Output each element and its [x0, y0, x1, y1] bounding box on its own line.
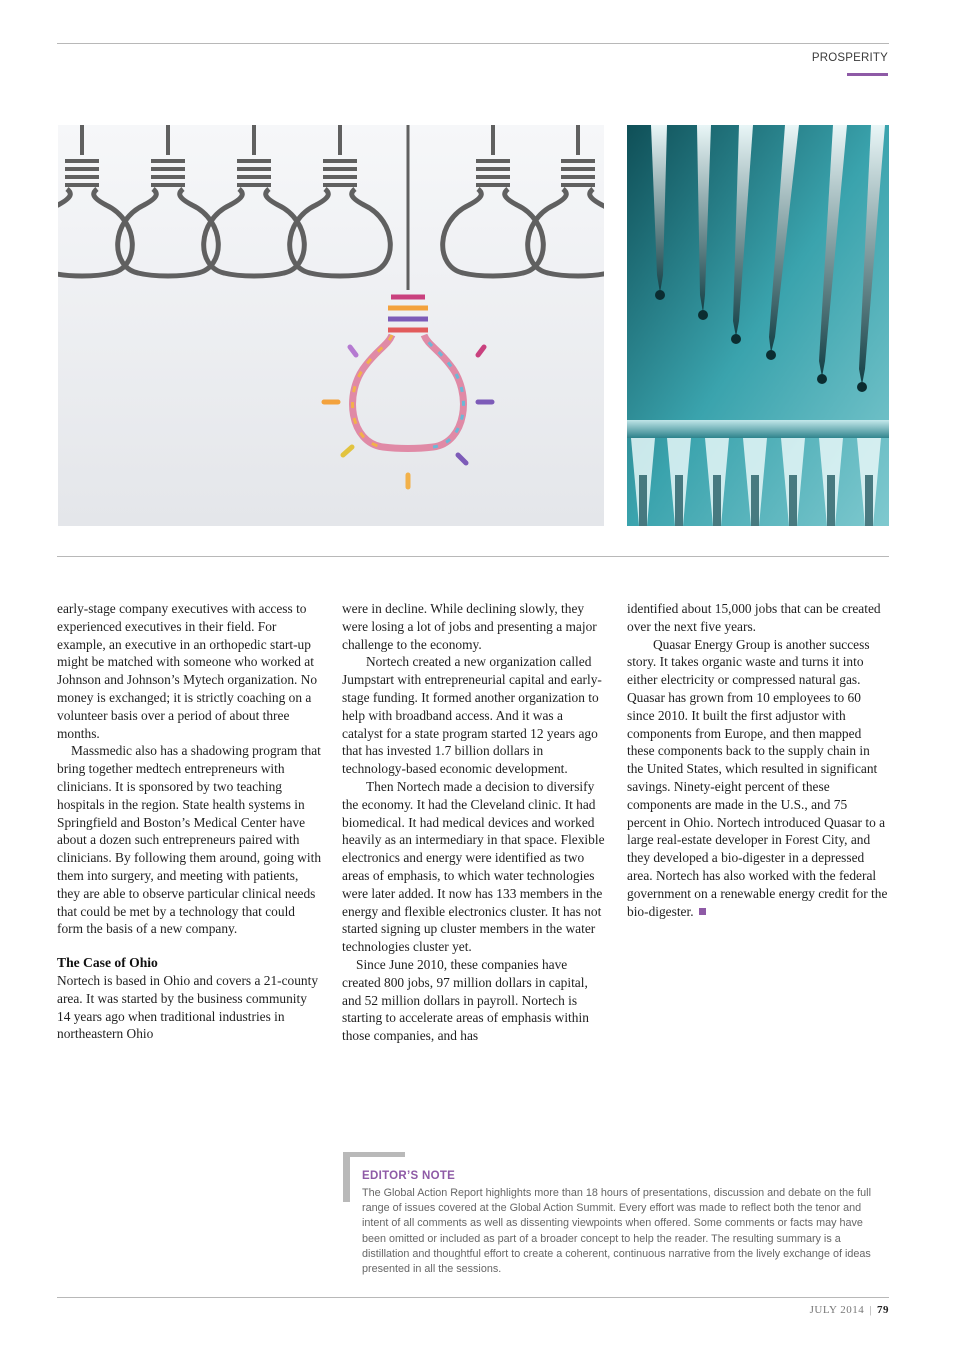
paragraph: early-stage company executives with access to experienced executives in their field. For example, an executive in an orthopedic start-up might be matched with someone who worked at Johnson and Johnson’s Mytech organization. No money is exchanged; it is strictly coaching on a volunteer basis over a period of about three months. — [57, 601, 318, 741]
pipettes-photo — [627, 125, 889, 526]
end-of-article-mark — [699, 908, 706, 915]
paragraph-text: Quasar Energy Group is another success story. It takes organic waste and turns it into either electricity or compressed natural gas. Quasar has grown from 10 employees to 60 since 2010. It built the first adjustor with components from Europe, and then mapped these components back to the supply chain in the United States, which resulted in significant savings. Ninety-eight percent of these components are made in the U.S., and 75 percent in Ohio. Nortech introduced Quasar to a large real-estate developer in Forest City, and they developed a bio-digester in a depressed area. Nortech has also worked with the federal government on a renewable energy credit for the bio-digester. — [627, 636, 888, 919]
editors-note-bracket-top — [343, 1152, 405, 1157]
article-column-1 — [57, 600, 322, 1043]
top-rule — [57, 43, 889, 44]
paragraph — [627, 636, 889, 921]
paragraph: Since June 2010, these companies have created 800 jobs, 97 million dollars in capital, and 52 million dollars in payroll. Nortech is starting to accelerate areas of emphasis within those companies, and has — [342, 956, 589, 1044]
issue-date: JULY 2014 — [809, 1304, 865, 1316]
footer-separator: | — [869, 1304, 872, 1316]
paragraph: Nortech is based in Ohio and covers a 21-county area. It was started by the business community 14 years ago when traditional industries in northeastern Ohio — [57, 972, 319, 1042]
paragraph: were in decline. While declining slowly, they were losing a lot of jobs and presenting a major challenge to the economy. — [342, 601, 597, 652]
editors-note-body: The Global Action Report highlights more than 18 hours of presentations, discussion and debate on the full range of issues covered at the Global Action Summit. Every effort was made to reflect both the tenor and intent of all comments as well as dissenting viewpoints when offered. Some comments or facts may have been omitted or included as part of a broader concept to help the reader. The resulting summary is a distillation and thoughtful effort to create a coherent, continuous narrative from the lively exchange of ideas presented in all the sessions. — [362, 1187, 871, 1276]
image-bottom-rule — [57, 556, 889, 557]
article-column-3 — [627, 600, 889, 920]
page-number: 79 — [877, 1304, 889, 1316]
section-underline — [847, 73, 888, 76]
paragraph: Nortech created a new organization called Jumpstart with entrepreneurial capital and early-stage funding. It formed another organization to help with broadband access. And it was a catalyst for a state program started 12 years ago that has invested 1.7 billion dollars in technology-based economic development. — [342, 654, 602, 777]
paragraph: Then Nortech made a decision to diversify the economy. It had the Cleveland clinic. It had biomedical. It had medical devices and worked heavily as an intermediary in that space. Flexible electronics and energy were identified as two areas of emphasis, to which water technologies were later added. It now has 133 members in the energy and flexible electronics cluster. It has not started signing up cluster members in the water technologies cluster yet. — [342, 778, 605, 955]
page-footer — [810, 1304, 889, 1316]
editors-note-title: EDITOR’S NOTE — [362, 1170, 456, 1182]
footer-rule — [57, 1297, 889, 1298]
article-column-2 — [342, 600, 607, 1045]
lightbulbs-illustration — [58, 125, 604, 526]
editors-note-bracket — [343, 1152, 350, 1202]
subheading: The Case of Ohio — [57, 955, 158, 971]
paragraph: identified about 15,000 jobs that can be created over the next five years. — [627, 601, 881, 634]
paragraph: Massmedic also has a shadowing program that bring together medtech entrepreneurs with clinicians. It is sponsored by two teaching hospitals in the region. State health systems in Springfield and Boston’s Medical Center have about a dozen such entrepreneurs paired with clinicians. By following them around, going with them into surgery, and meeting with patients, they are able to observe particular clinical needs that could be met by a technology that could form the basis of a new company. — [57, 743, 322, 937]
section-label: PROSPERITY — [811, 52, 888, 64]
